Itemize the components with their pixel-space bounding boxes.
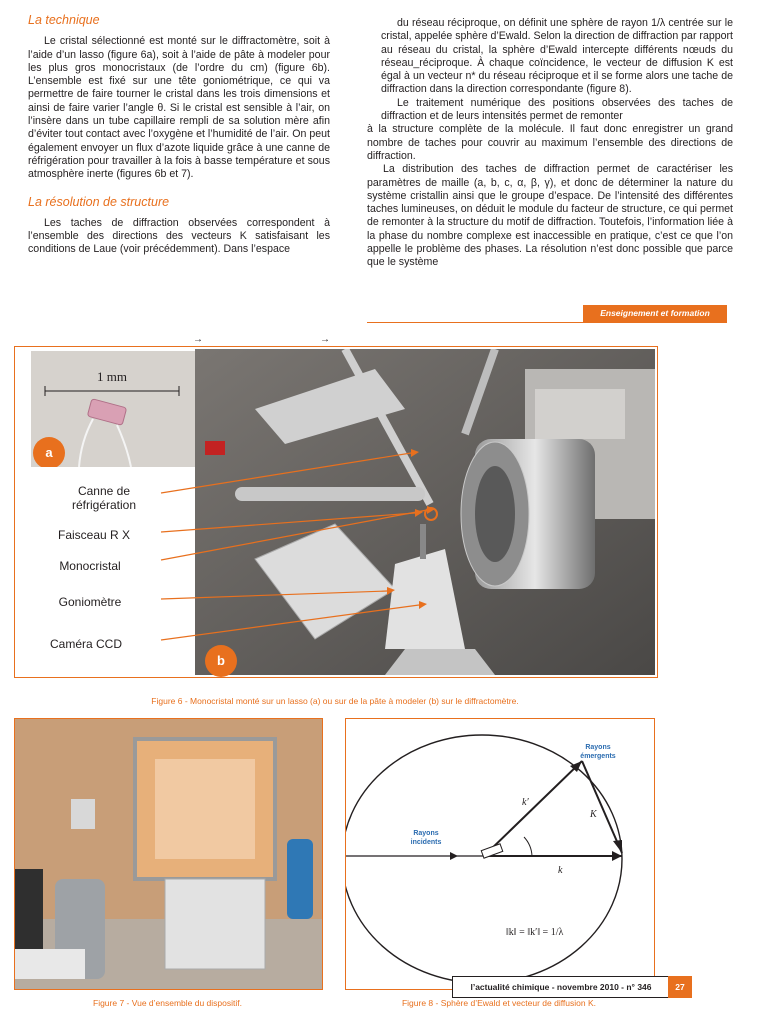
figure-8-ewald-diagram (345, 718, 655, 990)
paragraph: à la structure complète de la molécule. Il faut donc enregistrer un grand nombre de taches pour couvrir au maximum l’ensemble des directions de diffraction. (367, 123, 733, 162)
stray-arrow: → (320, 334, 330, 345)
figure-7-caption: Figure 7 - Vue d’ensemble du dispositif. (93, 998, 242, 1008)
figure-8-caption: Figure 8 - Sphère d’Ewald et vecteur de diffusion K. (401, 998, 597, 1008)
ewald-sphere-circle (346, 735, 622, 983)
label-k-prime: k′ (522, 797, 529, 808)
figure-6-caption: Figure 6 - Monocristal monté sur un lasso (a) ou sur de la pâte à modeler (b) sur le diffractomètre. (151, 696, 519, 706)
paragraph: Le cristal sélectionné est monté sur le diffractomètre, soit à l’aide d’un lasso (figure 6a), soit à l’aide de pâte à modeler pour les plus gros monocristaux (de l’ordre du cm) (figure 6b). L’ensemble est fixé sur une tête goniométrique, ce qui va permettre de faire tourner le cristal dans les trois dimensions et ainsi de faire varier l’angle θ. Si le cristal est sensible à l’air, on l’insère dans un tube capillaire rempli de sa solution mère afin d’éviter tout contact avec l’oxygène et l’humidité de l’air. On peut également envoyer un flux d’azote liquide grâce à une canne de réfrigération pour travailler à la fois à basse température et sous atmosphère inerte (figures 6b et 7). (28, 35, 330, 181)
paragraph: Les taches de diffraction observées correspondent à l’ensemble des directions des vecteurs K satisfaisant les conditions de Laue (voir précédemment). Dans l’espace (28, 216, 330, 256)
section-tag: Enseignement et formation (583, 305, 727, 322)
journal-footer: l’actualité chimique - novembre 2010 - n° 346 (452, 976, 670, 998)
label-emergent-rays: Rayons émergents (580, 744, 616, 760)
label-k: k (558, 865, 563, 876)
paragraph: La distribution des taches de diffraction permet de caractériser les paramètres de maille (a, b, c, α, β, γ), et donc de déterminer la nature du système cristallin ainsi que le groupe d’espace. De l’intensité des différentes taches lumineuses, on déduit le module du facteur de structure, ce qui permet de remonter à la structure du motif de diffraction. Toutefois, l’information liée à la phase du nombre complexe est inaccessible en pratique, c’est ce que l’on appelle le problème des phases. La résolution n’est donc possible que parce que le système (367, 163, 733, 269)
badge-b: b (205, 645, 237, 677)
right-column (367, 17, 733, 270)
figure-6 (14, 346, 658, 678)
label-K: K (590, 809, 597, 820)
label-goniometer: Goniomètre (58, 595, 122, 609)
label-single-crystal: Monocristal (59, 559, 121, 573)
stray-arrow: → (193, 334, 203, 345)
heading-resolution: La résolution de structure (28, 194, 170, 209)
heading-technique: La technique (28, 13, 100, 27)
label-incident-rays: Rayons incidents (410, 830, 442, 846)
setup-illustration (15, 719, 322, 989)
figure-7-photo (14, 718, 323, 990)
badge-a: a (33, 437, 65, 469)
callout-lines (15, 347, 657, 677)
label-xray-beam: Faisceau R X (57, 528, 131, 542)
ewald-formula: ‖k‖ = ‖k′‖ = 1/λ (506, 927, 564, 938)
page-number: 27 (668, 976, 692, 998)
scale-label: 1 mm (97, 369, 127, 384)
paragraph: Le traitement numérique des positions observées des taches de diffraction et de leurs intensités permet de remonter (381, 96, 733, 123)
vector-k-prime (486, 761, 582, 854)
paragraph: du réseau réciproque, on définit une sphère de rayon 1/λ centrée sur le cristal, appelée sphère d’Ewald. Selon la direction de diffraction par rapport au réseau du cristal, la sphère d’Ewald intercepte différents nœuds du réseau_réciproque. À chaque coïncidence, le vecteur de diffusion K est égal à un vecteur n* du réseau réciproque et il se forme alors une tache de diffraction dans la direction correspondante (figure 8). (381, 17, 733, 96)
label-ccd-camera: Caméra CCD (49, 637, 122, 651)
left-column (28, 14, 330, 257)
vector-K (582, 761, 622, 853)
section-divider (367, 322, 727, 323)
label-cooling-rod: Canne de réfrigération (71, 484, 137, 512)
